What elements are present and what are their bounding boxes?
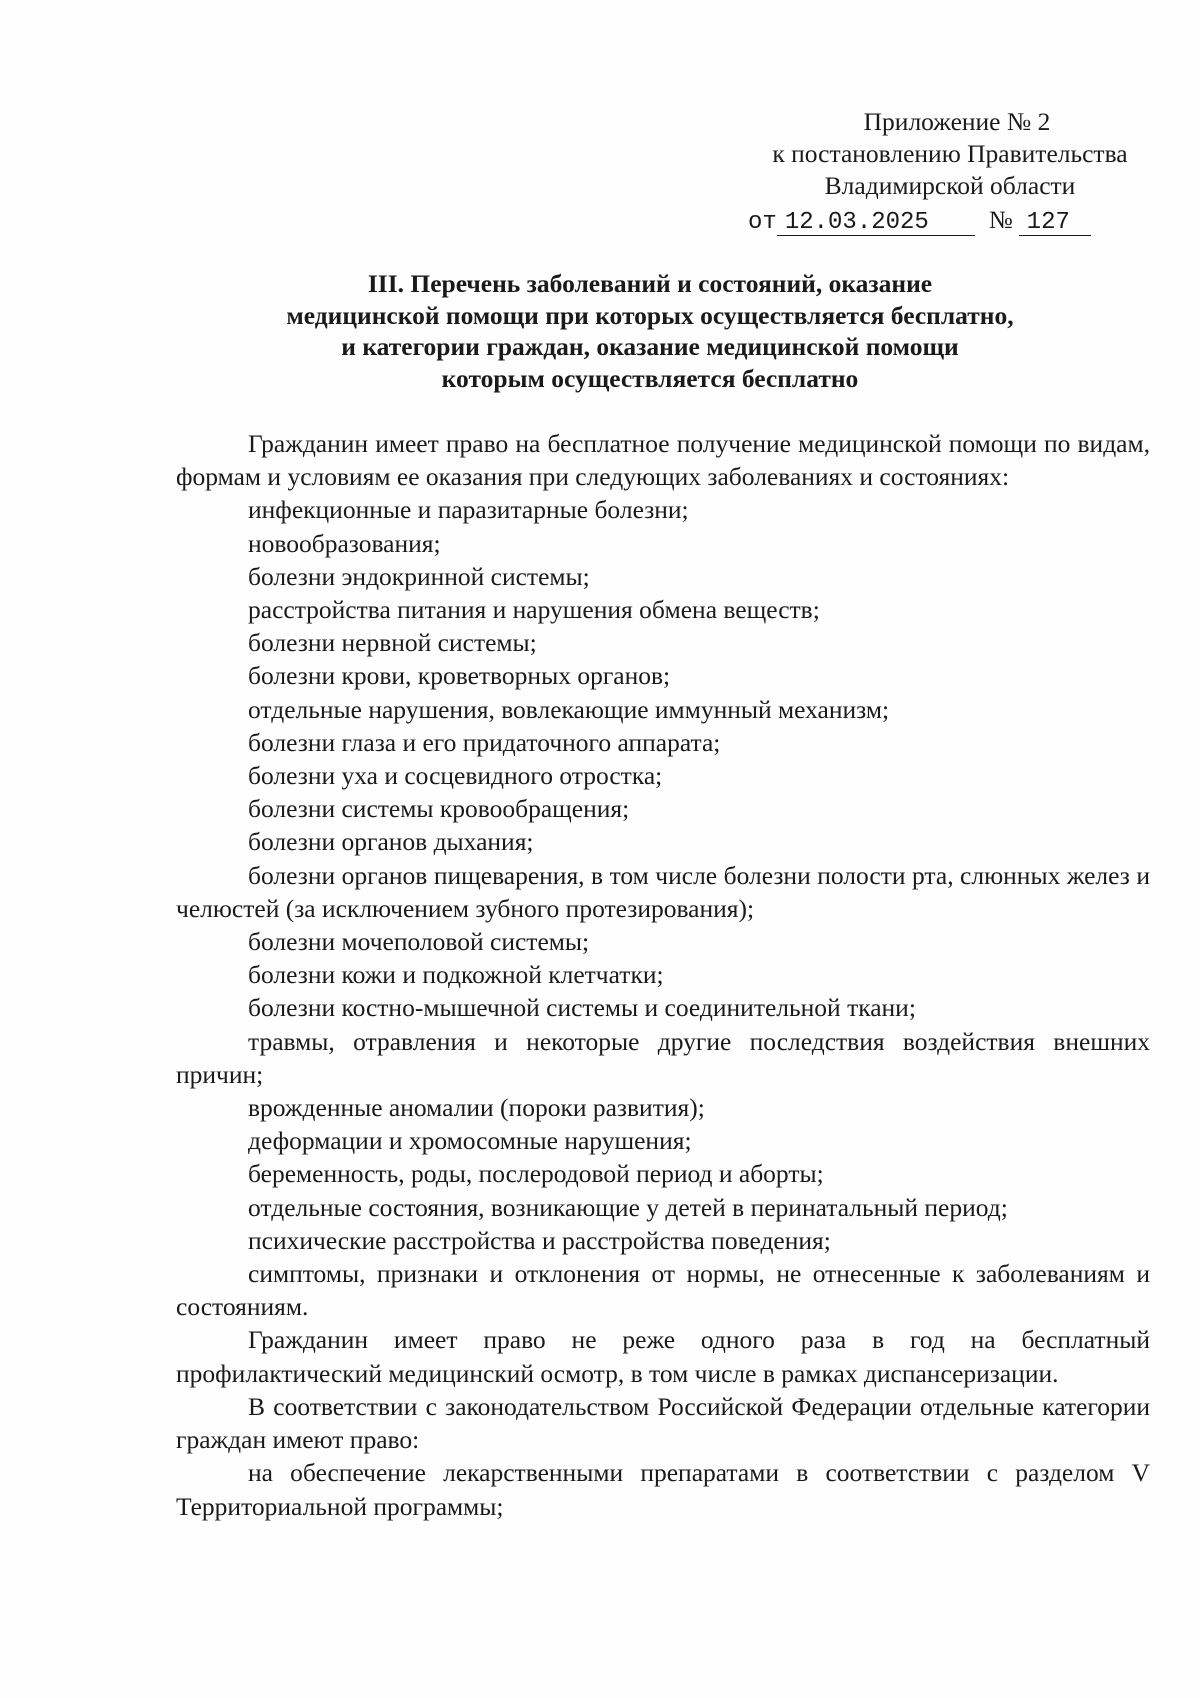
list-item: новообразования; [248,528,441,558]
appendix-region: Владимирской области [824,171,1076,200]
section-title [180,268,1120,394]
decree-date: 12.03.2025 [777,211,975,236]
list-item: отдельные состояния, возникающие у детей в перинатальный период; [248,1192,1008,1222]
list-item: болезни уха и сосцевидного отростка; [248,761,663,791]
list-item: болезни органов пищеварения, в том числе болезни полости рта, слюнных желез и челюстей (за исключением зубного протезирования); [176,860,1150,923]
appendix-number: Приложение № 2 [863,107,1051,136]
intro-paragraph: Гражданин имеет право на бесплатное получение медицинской помощи по видам, формам и условиям ее оказания при следующих заболеваниях и состояниях: [176,429,1150,492]
decree-date-number [748,206,1168,238]
list-item: болезни костно-мышечной системы и соединительной ткани; [248,993,916,1023]
list-item: отдельные нарушения, вовлекающие иммунный механизм; [248,694,890,724]
list-item: беременность, роды, послеродовой период и аборты; [248,1159,824,1189]
appendix-reference: к постановлению Правительства [772,139,1128,168]
body-paragraph: В соответствии с законодательством Российской Федерации отдельные категории граждан имеют право: [176,1391,1150,1455]
list-item: психические расстройства и расстройства поведения; [248,1225,831,1255]
list-item: болезни эндокринной системы; [248,561,590,591]
list-item: симптомы, признаки и отклонения от нормы, не отнесенные к заболеваниям и состояниям. [176,1259,1150,1322]
section-title-line: которым осуществляется бесплатно [441,363,859,393]
number-sign: № [988,207,1013,234]
list-item: травмы, отравления и некоторые другие последствия воздействия внешних причин; [176,1026,1150,1089]
section-title-line: III. Перечень заболеваний и состояний, оказание [367,269,933,298]
list-item: инфекционные и паразитарные болезни; [248,495,689,525]
list-item: болезни системы кровообращения; [248,794,630,824]
section-title-line: медицинской помощи при которых осуществляется бесплатно, [286,300,1014,330]
list-item: болезни крови, кроветворных органов; [248,661,671,691]
list-item: врожденные аномалии (пороки развития); [248,1093,705,1123]
body-paragraph: Гражданин имеет право не реже одного раза в год на бесплатный профилактический медицинский осмотр, в том числе в рамках диспансеризации. [176,1325,1150,1388]
date-prefix: от [748,209,777,236]
list-item: расстройства питания и нарушения обмена веществ; [248,595,820,625]
document-body [176,427,1150,1523]
section-title-line: и категории граждан, оказание медицинской помощи [341,332,959,361]
decree-number: 127 [1019,211,1091,236]
appendix-header [740,106,1160,202]
body-paragraph: на обеспечение лекарственными препаратами в соответствии с разделом V Территориальной программы; [176,1458,1150,1521]
list-item: болезни органов дыхания; [248,827,534,857]
list-item: болезни кожи и подкожной клетчатки; [248,960,664,990]
list-item: болезни мочеполовой системы; [248,927,590,957]
list-item: болезни нервной системы; [248,628,537,658]
list-item: деформации и хромосомные нарушения; [248,1126,692,1156]
list-item: болезни глаза и его придаточного аппарата; [248,727,721,757]
